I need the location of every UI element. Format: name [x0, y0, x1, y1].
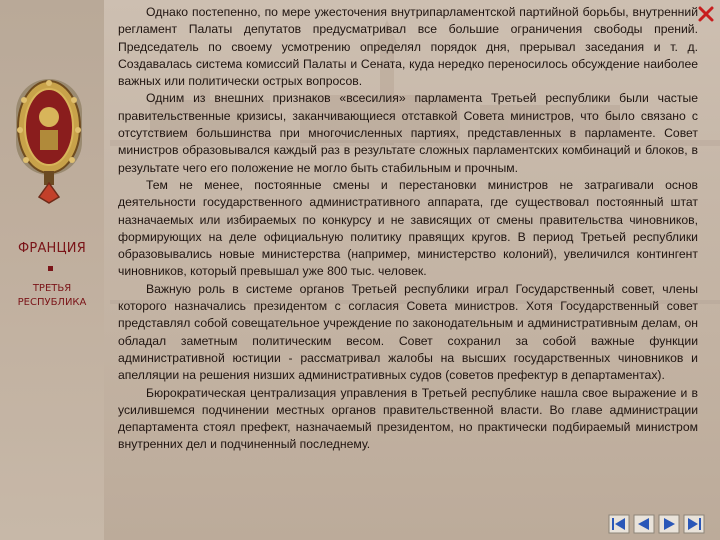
paragraph-3: Тем не менее, постоянные смены и перестановки министров не затрагивали основ деятельности государственного административного аппарата, где существовал постоянный штат назначаемых или избираемых по конкурсу и не зависящих от смены правительства чиновников, формирующих на деле официальную политику правящих кругов. В период Третьей республики образовывались новые министерства (например, министерство колоний), увеличился контингент чиновников, который превышал уже 800 тыс. человек. [118, 177, 698, 279]
first-slide-button[interactable] [608, 514, 630, 534]
last-slide-icon [683, 514, 705, 534]
previous-slide-button[interactable] [633, 514, 655, 534]
paragraph-5: Бюрократическая централизация управления в Третьей республике нашла свое выражение и в усилившемся подчинении местных органов правительственной власти. Во главе администрации департамента стоял префект, назначаемый президентом, но практически подбираемый министром внутренних дел и подчиненный последнему. [118, 385, 698, 452]
sidebar-subtitle: ТРЕТЬЯ РЕСПУБЛИКА [17, 283, 87, 308]
next-slide-icon [658, 514, 680, 534]
first-slide-icon [608, 514, 630, 534]
close-icon[interactable] [696, 4, 716, 24]
main-text [118, 4, 698, 454]
sidebar [0, 0, 104, 540]
slide-navigation [608, 514, 705, 536]
bullet-marker [48, 266, 53, 271]
previous-slide-icon [633, 514, 655, 534]
paragraph-2: Одним из внешних признаков «всесилия» парламента Третьей республики были частые правительственные кризисы, заканчивающиеся отставкой Совета министров, что было связано с отсутствием большинства при многочисленных партиях, представленных в парламенте. Совет министров образовывался каждый раз в результате сложных парламентских комбинаций и блоков, в результате чего его положение не могло быть стабильным и прочным. [118, 91, 698, 175]
paragraph-1: Однако постепенно, по мере ужесточения внутрипарламентской партийной борьбы, внутренний регламент Палаты депутатов предусматривал все большие ограничения свободы прений. Председатель по своему усмотрению определял порядок дня, прерывал заседания и т. д. Создавалась система комиссий Палаты и Сената, куда нередко переносилось обсуждение наиболее важных или политически острых вопросов. [118, 5, 698, 89]
next-slide-button[interactable] [658, 514, 680, 534]
last-slide-button[interactable] [683, 514, 705, 534]
coat-of-arms-emblem [12, 75, 86, 205]
paragraph-4: Важную роль в системе органов Третьей республики играл Государственный совет, члены которого назначались президентом с согласия Совета министров. Хотя Государственный совет представлял собой совещательное учреждение по законодательным и административным делам, он обладал заметным политическим весом. Совет сохранил за собой важные функции административной юстиции - рассматривал жалобы на высших государственных чиновников и апелляции на решения низших административных судов (советов префектур в департаментах). [118, 281, 698, 383]
sidebar-title: ФРАНЦИЯ [18, 241, 86, 256]
